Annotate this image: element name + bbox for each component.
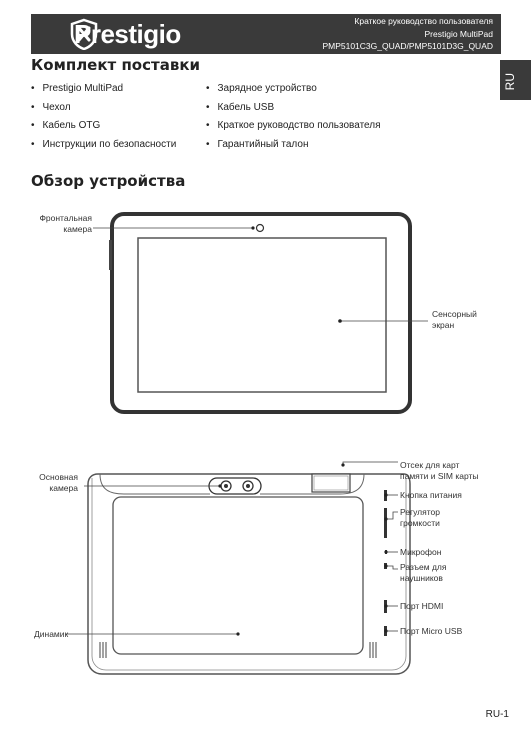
card-slot-label: Отсек для карт памяти и SIM карты [400,460,479,481]
power-button-label: Кнопка питания [400,490,462,500]
list-item: • Гарантийный талон [206,136,381,155]
model-numbers: PMP5101C3G_QUAD/PMP5101D3G_QUAD [322,41,493,51]
list-item: • Краткое руководство пользователя [206,117,381,136]
hdmi-port-label: Порт HDMI [400,601,444,611]
product-name: Prestigio MultiPad [424,28,493,39]
list-item: • Кабель OTG [31,117,176,136]
volume-label: Регулятор громкости [400,507,441,528]
doc-title: Краткое руководство пользователя [354,16,493,26]
touchscreen-label: Сенсорный экран [432,309,477,330]
overview-heading: Обзор устройства [31,172,186,190]
page-number: RU-1 [485,709,509,720]
tablet-back-illustration [88,474,410,674]
speaker-label: Динамик [34,629,69,639]
headphone-jack-label: Разъем для наушников [400,562,447,583]
micro-usb-port-label: Порт Micro USB [400,626,463,636]
list-item: • Чехол [31,99,176,118]
tablet-front-illustration [109,214,410,412]
microphone-label: Микрофон [400,547,442,557]
list-item: • Зарядное устройство [206,80,381,99]
list-item: • Инструкции по безопасности [31,136,176,155]
language-code: RU [503,73,517,91]
list-item: • Кабель USB [206,99,381,118]
brand-name: Prestigio [74,19,181,49]
main-camera-label: Основная камера [39,472,78,493]
kit-heading: Комплект поставки [31,56,201,74]
list-item: • Prestigio MultiPad [31,80,176,99]
front-camera-label: Фронтальная камера [39,213,92,234]
